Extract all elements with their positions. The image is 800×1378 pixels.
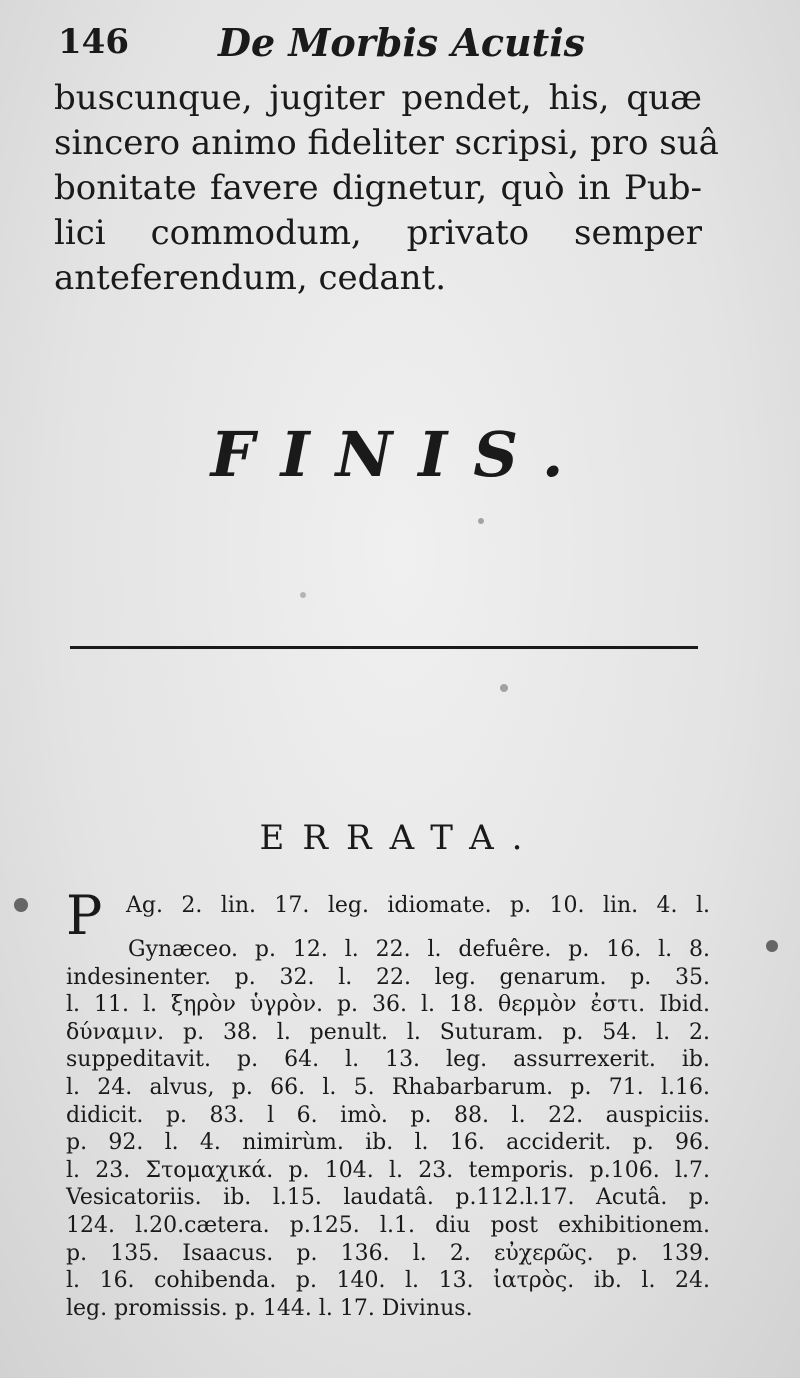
errata-line: Ag. 2. lin. 17. leg. idiomate. p. 10. lin. 4. l.: [126, 893, 710, 918]
errata-title: ERRATA.: [259, 818, 541, 858]
errata-line: p. 135. Isaacus. p. 136. l. 2. εὐχερῶς. p. 139.: [66, 1240, 710, 1266]
page-number: 146: [58, 22, 129, 62]
errata-line: suppeditavit. p. 64. l. 13. leg. assurrexerit. ib.: [66, 1047, 710, 1073]
horizontal-rule: [70, 646, 698, 649]
body-line: bonitate favere dignetur, quò in Pub-: [54, 168, 702, 208]
errata-line: l. 11. l. ξηρὸν ὑγρὸν. p. 36. l. 18. θερμὸν ἐστι. Ibid.: [66, 992, 710, 1018]
errata-line: leg. promissis. p. 144. l. 17. Divinus.: [66, 1295, 473, 1321]
ink-speck: [766, 940, 778, 952]
ink-speck: [300, 592, 306, 598]
errata-dropcap: P: [66, 884, 103, 947]
errata-list: [66, 884, 710, 1322]
errata-line: didicit. p. 83. l 6. imò. p. 88. l. 22. auspiciis.: [66, 1102, 710, 1128]
errata-line: Vesicatoriis. ib. l.15. laudatâ. p.112.l.17. Acutâ. p.: [66, 1185, 710, 1211]
errata-line: l. 16. cohibenda. p. 140. l. 13. ἰατρὸς. ib. l. 24.: [66, 1268, 710, 1294]
page-header: [58, 18, 740, 78]
ink-speck: [478, 518, 484, 524]
running-title: De Morbis Acutis: [218, 20, 586, 65]
errata-line: Gynæceo. p. 12. l. 22. l. defuêre. p. 16. l. 8.: [128, 937, 710, 962]
errata-line: p. 92. l. 4. nimirùm. ib. l. 16. acciderit. p. 96.: [66, 1130, 710, 1156]
errata-line: l. 24. alvus, p. 66. l. 5. Rhabarbarum. p. 71. l.16.: [66, 1074, 710, 1100]
ink-speck: [14, 898, 28, 912]
errata-line: 124. l.20.cætera. p.125. l.1. diu post exhibitionem.: [66, 1212, 710, 1238]
body-line: lici commodum, privato semper: [54, 213, 702, 253]
ink-speck: [500, 684, 508, 692]
body-line: anteferendum, cedant.: [54, 258, 447, 298]
finis-heading: FINIS.: [210, 418, 590, 491]
errata-line: l. 23. Στομαχικά. p. 104. l. 23. temporis. p.106. l.7.: [66, 1157, 710, 1183]
errata-line: δύναμιν. p. 38. l. penult. l. Suturam. p. 54. l. 2.: [66, 1019, 710, 1045]
body-line: sincero animo fideliter scripsi, pro suâ: [54, 123, 719, 163]
body-line: buscunque, jugiter pendet, his, quæ: [54, 78, 702, 118]
body-paragraph: [54, 76, 719, 301]
errata-line: indesinenter. p. 32. l. 22. leg. genarum. p. 35.: [66, 964, 710, 990]
